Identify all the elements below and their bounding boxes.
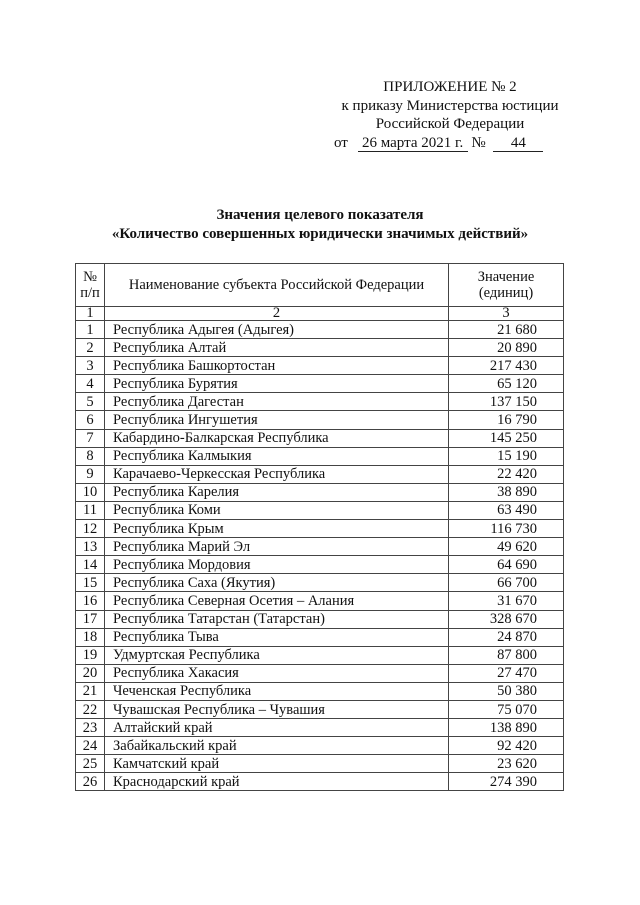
row-number: 16 (76, 592, 105, 610)
table-row (76, 501, 564, 519)
table-row (76, 520, 564, 538)
table-row (76, 375, 564, 393)
row-number: 17 (76, 610, 105, 628)
appendix-title: ПРИЛОЖЕНИЕ № 2 (383, 79, 517, 95)
row-number: 21 (76, 682, 105, 700)
region-value: 16 790 (449, 411, 564, 429)
heading-line-2: «Количество совершенных юридически значимых действий» (111, 226, 529, 242)
region-name: Республика Алтай (105, 339, 449, 357)
row-number: 6 (76, 411, 105, 429)
appendix-header (300, 78, 600, 152)
region-value: 64 690 (449, 556, 564, 574)
region-value: 27 470 (449, 664, 564, 682)
row-number: 26 (76, 773, 105, 791)
row-number: 18 (76, 628, 105, 646)
region-name: Республика Коми (105, 501, 449, 519)
region-name: Камчатский край (105, 755, 449, 773)
region-value: 50 380 (449, 682, 564, 700)
region-value: 20 890 (449, 339, 564, 357)
header-number-line-2: п/п (80, 285, 100, 301)
table-row (76, 719, 564, 737)
regions-table (75, 263, 564, 791)
region-value: 137 150 (449, 393, 564, 411)
region-value: 65 120 (449, 375, 564, 393)
region-value: 145 250 (449, 429, 564, 447)
row-number: 12 (76, 520, 105, 538)
table-row (76, 664, 564, 682)
region-name: Удмуртская Республика (105, 646, 449, 664)
row-number: 2 (76, 339, 105, 357)
region-name: Республика Калмыкия (105, 447, 449, 465)
table-row (76, 321, 564, 339)
date-prefix: от (334, 134, 348, 151)
table-row (76, 465, 564, 483)
row-number: 15 (76, 574, 105, 592)
table-row (76, 700, 564, 718)
region-value: 15 190 (449, 447, 564, 465)
table-row (76, 538, 564, 556)
table-row (76, 682, 564, 700)
region-name: Республика Адыгея (Адыгея) (105, 321, 449, 339)
column-number-3: 3 (449, 307, 564, 321)
column-number-1: 1 (76, 307, 105, 321)
region-value: 138 890 (449, 719, 564, 737)
region-value: 217 430 (449, 357, 564, 375)
region-value: 274 390 (449, 773, 564, 791)
region-value: 23 620 (449, 755, 564, 773)
region-name: Республика Марий Эл (105, 538, 449, 556)
region-value: 66 700 (449, 574, 564, 592)
order-date: 26 марта 2021 г. (358, 136, 468, 152)
region-value: 63 490 (449, 501, 564, 519)
row-number: 22 (76, 700, 105, 718)
row-number: 10 (76, 483, 105, 501)
region-name: Республика Карелия (105, 483, 449, 501)
column-number-2: 2 (105, 307, 449, 321)
region-value: 116 730 (449, 520, 564, 538)
row-number: 9 (76, 465, 105, 483)
row-number: 13 (76, 538, 105, 556)
row-number: 25 (76, 755, 105, 773)
table-row (76, 574, 564, 592)
region-name: Республика Бурятия (105, 375, 449, 393)
table-row (76, 483, 564, 501)
appendix-order-line: к приказу Министерства юстиции (341, 97, 559, 114)
table-row (76, 429, 564, 447)
region-value: 21 680 (449, 321, 564, 339)
table-row (76, 556, 564, 574)
header-region-name: Наименование субъекта Российской Федерации (105, 264, 449, 307)
region-value: 87 800 (449, 646, 564, 664)
column-numbers-row (76, 307, 564, 321)
table-header-row (76, 264, 564, 307)
table-row (76, 773, 564, 791)
row-number: 3 (76, 357, 105, 375)
row-number: 5 (76, 393, 105, 411)
region-name: Алтайский край (105, 719, 449, 737)
region-value: 328 670 (449, 610, 564, 628)
region-name: Республика Саха (Якутия) (105, 574, 449, 592)
region-value: 38 890 (449, 483, 564, 501)
row-number: 8 (76, 447, 105, 465)
region-name: Республика Тыва (105, 628, 449, 646)
row-number: 24 (76, 737, 105, 755)
row-number: 20 (76, 664, 105, 682)
header-value-line-2: (единиц) (478, 285, 534, 301)
row-number: 11 (76, 501, 105, 519)
header-number (76, 264, 105, 307)
table-row (76, 357, 564, 375)
region-name: Республика Ингушетия (105, 411, 449, 429)
row-number: 1 (76, 321, 105, 339)
region-name: Республика Мордовия (105, 556, 449, 574)
table-row (76, 646, 564, 664)
header-value (449, 264, 564, 307)
row-number: 19 (76, 646, 105, 664)
heading-line-1: Значения целевого показателя (216, 207, 424, 223)
region-name: Республика Хакасия (105, 664, 449, 682)
region-value: 92 420 (449, 737, 564, 755)
region-value: 75 070 (449, 700, 564, 718)
order-number: 44 (493, 136, 543, 152)
region-value: 31 670 (449, 592, 564, 610)
document-heading (60, 206, 580, 244)
header-number-line-1: № (83, 269, 97, 285)
region-value: 22 420 (449, 465, 564, 483)
region-name: Чувашская Республика – Чувашия (105, 700, 449, 718)
row-number: 7 (76, 429, 105, 447)
number-prefix: № (471, 134, 486, 151)
region-name: Республика Татарстан (Татарстан) (105, 610, 449, 628)
table-row (76, 610, 564, 628)
table-row (76, 737, 564, 755)
table-row (76, 393, 564, 411)
region-name: Забайкальский край (105, 737, 449, 755)
region-name: Краснодарский край (105, 773, 449, 791)
region-value: 49 620 (449, 538, 564, 556)
region-name: Республика Крым (105, 520, 449, 538)
region-name: Республика Башкортостан (105, 357, 449, 375)
row-number: 4 (76, 375, 105, 393)
table-row (76, 339, 564, 357)
appendix-date-line (300, 134, 600, 153)
table-row (76, 628, 564, 646)
table-row (76, 447, 564, 465)
region-value: 24 870 (449, 628, 564, 646)
header-value-line-1: Значение (477, 269, 535, 285)
table-row (76, 755, 564, 773)
region-name: Кабардино-Балкарская Республика (105, 429, 449, 447)
appendix-ministry-line: Российской Федерации (375, 116, 525, 132)
row-number: 23 (76, 719, 105, 737)
region-name: Чеченская Республика (105, 682, 449, 700)
region-name: Республика Северная Осетия – Алания (105, 592, 449, 610)
region-name: Карачаево-Черкесская Республика (105, 465, 449, 483)
table-row (76, 411, 564, 429)
row-number: 14 (76, 556, 105, 574)
table-row (76, 592, 564, 610)
region-name: Республика Дагестан (105, 393, 449, 411)
